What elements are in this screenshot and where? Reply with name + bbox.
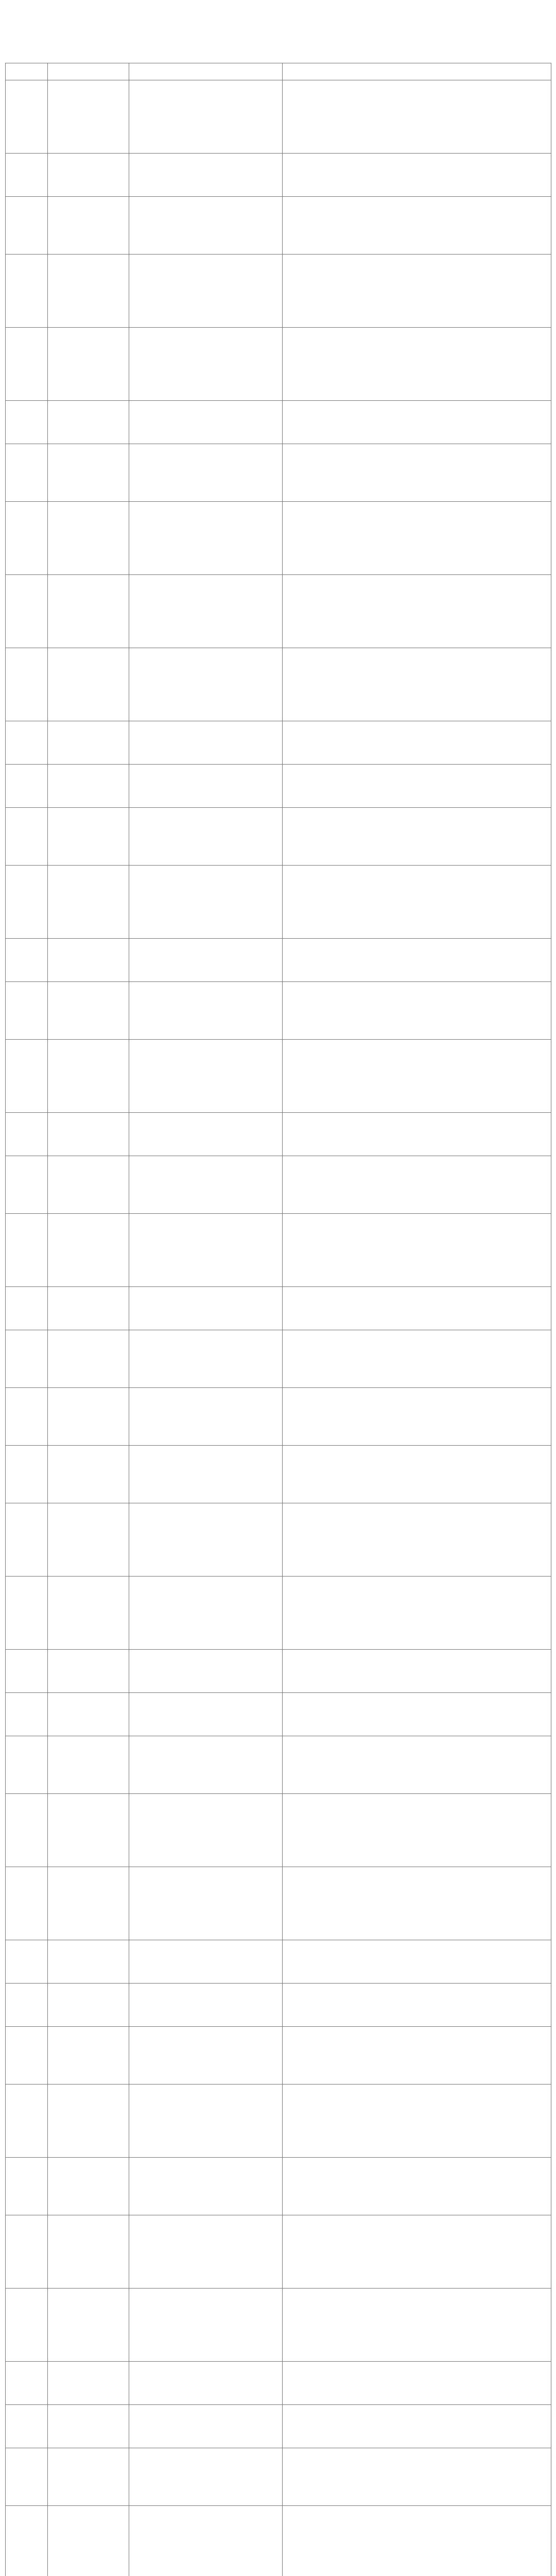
row-device-type	[48, 2448, 129, 2506]
row-serial	[6, 197, 48, 255]
row-violation-list	[283, 1388, 551, 1446]
row-violation-list	[283, 575, 551, 648]
row-serial	[6, 2448, 48, 2506]
row-violation-list	[283, 2027, 551, 2084]
table-row	[6, 1388, 551, 1446]
row-device-name	[129, 444, 283, 502]
row-device-type	[48, 1577, 129, 1650]
row-device-name	[129, 328, 283, 401]
row-device-type	[48, 1156, 129, 1214]
row-device-type	[48, 808, 129, 866]
row-device-type	[48, 765, 129, 808]
row-device-name	[129, 721, 283, 765]
row-device-type	[48, 939, 129, 982]
row-serial	[6, 721, 48, 765]
row-device-type	[48, 721, 129, 765]
row-device-name	[129, 866, 283, 939]
row-device-type	[48, 2027, 129, 2084]
row-violation-list	[283, 1446, 551, 1503]
header-device-name	[129, 63, 283, 80]
row-device-name	[129, 2158, 283, 2215]
table-row	[6, 1214, 551, 1287]
row-device-type	[48, 2158, 129, 2215]
row-violation-list	[283, 866, 551, 939]
table-row	[6, 648, 551, 721]
row-device-name	[129, 1984, 283, 2027]
row-device-type	[48, 1984, 129, 2027]
row-device-name	[129, 575, 283, 648]
row-violation-list	[283, 2158, 551, 2215]
row-violation-list	[283, 1287, 551, 1330]
row-violation-list	[283, 1503, 551, 1577]
table-row	[6, 255, 551, 328]
row-device-name	[129, 1693, 283, 1736]
row-serial	[6, 1867, 48, 1940]
row-violation-list	[283, 502, 551, 575]
row-device-type	[48, 1330, 129, 1388]
table-row	[6, 808, 551, 866]
row-device-name	[129, 1446, 283, 1503]
row-device-name	[129, 1650, 283, 1693]
row-device-type	[48, 1693, 129, 1736]
row-violation-list	[283, 2405, 551, 2448]
row-serial	[6, 575, 48, 648]
row-serial	[6, 1330, 48, 1388]
table-row	[6, 2158, 551, 2215]
row-violation-list	[283, 2289, 551, 2362]
row-violation-list	[283, 808, 551, 866]
row-violation-list	[283, 401, 551, 444]
table-row	[6, 2506, 551, 2576]
row-violation-list	[283, 1156, 551, 1214]
row-serial	[6, 1940, 48, 1984]
table-row	[6, 1287, 551, 1330]
row-violation-list	[283, 328, 551, 401]
table-row	[6, 2362, 551, 2405]
row-device-type	[48, 1940, 129, 1984]
row-serial	[6, 1113, 48, 1156]
row-device-name	[129, 197, 283, 255]
row-violation-list	[283, 1330, 551, 1388]
row-device-name	[129, 648, 283, 721]
row-serial	[6, 2405, 48, 2448]
table-row	[6, 982, 551, 1040]
row-device-type	[48, 648, 129, 721]
row-serial	[6, 2158, 48, 2215]
row-serial	[6, 1503, 48, 1577]
row-serial	[6, 1388, 48, 1446]
row-device-name	[129, 2506, 283, 2576]
row-device-name	[129, 1113, 283, 1156]
table-row	[6, 2448, 551, 2506]
row-violation-list	[283, 1040, 551, 1113]
row-serial	[6, 1693, 48, 1736]
table-row	[6, 328, 551, 401]
table-row	[6, 1984, 551, 2027]
row-device-name	[129, 765, 283, 808]
table-row	[6, 1156, 551, 1214]
row-violation-list	[283, 197, 551, 255]
table-row	[6, 401, 551, 444]
row-violation-list	[283, 2084, 551, 2158]
row-serial	[6, 1736, 48, 1794]
row-device-name	[129, 1940, 283, 1984]
row-serial	[6, 2362, 48, 2405]
table-row	[6, 1650, 551, 1693]
row-device-name	[129, 2362, 283, 2405]
row-serial	[6, 154, 48, 197]
row-serial	[6, 2506, 48, 2576]
table-row	[6, 721, 551, 765]
row-serial	[6, 648, 48, 721]
row-serial	[6, 1287, 48, 1330]
row-violation-list	[283, 2506, 551, 2576]
table-row	[6, 1867, 551, 1940]
row-device-name	[129, 2215, 283, 2289]
row-device-name	[129, 1214, 283, 1287]
row-violation-list	[283, 1984, 551, 2027]
row-device-name	[129, 255, 283, 328]
row-serial	[6, 1650, 48, 1693]
row-violation-list	[283, 1113, 551, 1156]
row-device-name	[129, 982, 283, 1040]
row-device-name	[129, 808, 283, 866]
row-violation-list	[283, 1867, 551, 1940]
table-row	[6, 502, 551, 575]
row-device-type	[48, 1388, 129, 1446]
table-row	[6, 1446, 551, 1503]
row-device-name	[129, 2289, 283, 2362]
row-serial	[6, 1794, 48, 1867]
table-row	[6, 154, 551, 197]
row-device-type	[48, 255, 129, 328]
table-row	[6, 2084, 551, 2158]
row-serial	[6, 1984, 48, 2027]
row-device-name	[129, 1867, 283, 1940]
row-device-type	[48, 982, 129, 1040]
row-device-name	[129, 1156, 283, 1214]
row-serial	[6, 808, 48, 866]
row-serial	[6, 401, 48, 444]
table-row	[6, 1940, 551, 1984]
row-serial	[6, 2215, 48, 2289]
row-device-name	[129, 80, 283, 154]
row-device-type	[48, 1446, 129, 1503]
row-device-type	[48, 1794, 129, 1867]
row-serial	[6, 1040, 48, 1113]
row-device-type	[48, 1650, 129, 1693]
row-violation-list	[283, 154, 551, 197]
table-row	[6, 197, 551, 255]
row-device-type	[48, 1736, 129, 1794]
row-device-name	[129, 1330, 283, 1388]
table-row	[6, 444, 551, 502]
row-violation-list	[283, 1693, 551, 1736]
row-violation-list	[283, 721, 551, 765]
table-row	[6, 1040, 551, 1113]
row-serial	[6, 502, 48, 575]
row-device-type	[48, 2506, 129, 2576]
row-serial	[6, 765, 48, 808]
row-device-type	[48, 401, 129, 444]
table-row	[6, 765, 551, 808]
header-violation	[283, 63, 551, 80]
table-row	[6, 2405, 551, 2448]
row-violation-list	[283, 444, 551, 502]
row-violation-list	[283, 1577, 551, 1650]
row-device-name	[129, 401, 283, 444]
table-row	[6, 1736, 551, 1794]
row-serial	[6, 1156, 48, 1214]
table-row	[6, 1113, 551, 1156]
row-violation-list	[283, 1794, 551, 1867]
header-serial	[6, 63, 48, 80]
row-serial	[6, 2289, 48, 2362]
row-device-type	[48, 197, 129, 255]
row-device-name	[129, 1040, 283, 1113]
row-device-type	[48, 2405, 129, 2448]
row-serial	[6, 1214, 48, 1287]
header-device-type	[48, 63, 129, 80]
row-device-type	[48, 866, 129, 939]
row-device-type	[48, 2289, 129, 2362]
row-violation-list	[283, 2362, 551, 2405]
row-violation-list	[283, 765, 551, 808]
row-violation-list	[283, 939, 551, 982]
table-row	[6, 575, 551, 648]
table-row	[6, 866, 551, 939]
row-device-type	[48, 2084, 129, 2158]
row-device-name	[129, 1736, 283, 1794]
row-device-name	[129, 2027, 283, 2084]
table-row	[6, 1577, 551, 1650]
row-device-name	[129, 1503, 283, 1577]
row-serial	[6, 2027, 48, 2084]
table-row	[6, 939, 551, 982]
row-serial	[6, 255, 48, 328]
row-serial	[6, 328, 48, 401]
row-serial	[6, 1577, 48, 1650]
row-device-type	[48, 502, 129, 575]
row-violation-list	[283, 2215, 551, 2289]
row-serial	[6, 866, 48, 939]
table-body	[6, 80, 551, 2576]
row-device-type	[48, 1503, 129, 1577]
row-device-type	[48, 80, 129, 154]
row-device-name	[129, 1388, 283, 1446]
row-device-name	[129, 2448, 283, 2506]
row-device-name	[129, 2084, 283, 2158]
row-device-name	[129, 1577, 283, 1650]
row-device-type	[48, 154, 129, 197]
table-row	[6, 1794, 551, 1867]
table-header-row	[6, 63, 551, 80]
row-serial	[6, 80, 48, 154]
row-serial	[6, 1446, 48, 1503]
row-device-type	[48, 444, 129, 502]
row-violation-list	[283, 1214, 551, 1287]
row-device-type	[48, 1287, 129, 1330]
row-violation-list	[283, 1650, 551, 1693]
row-device-name	[129, 154, 283, 197]
table-row	[6, 2027, 551, 2084]
row-device-name	[129, 1794, 283, 1867]
table-row	[6, 2289, 551, 2362]
row-device-name	[129, 502, 283, 575]
table-row	[6, 1330, 551, 1388]
row-serial	[6, 982, 48, 1040]
row-violation-list	[283, 1736, 551, 1794]
row-device-type	[48, 575, 129, 648]
row-device-name	[129, 1287, 283, 1330]
row-device-type	[48, 2362, 129, 2405]
row-serial	[6, 939, 48, 982]
row-violation-list	[283, 648, 551, 721]
violation-detail-table	[5, 63, 551, 2576]
row-device-type	[48, 1113, 129, 1156]
row-device-type	[48, 328, 129, 401]
row-device-name	[129, 939, 283, 982]
row-violation-list	[283, 982, 551, 1040]
row-violation-list	[283, 2448, 551, 2506]
row-serial	[6, 444, 48, 502]
table-row	[6, 1693, 551, 1736]
row-serial	[6, 2084, 48, 2158]
table-row	[6, 80, 551, 154]
row-violation-list	[283, 255, 551, 328]
row-device-type	[48, 1867, 129, 1940]
row-device-type	[48, 1040, 129, 1113]
row-device-type	[48, 1214, 129, 1287]
row-device-name	[129, 2405, 283, 2448]
row-device-type	[48, 2215, 129, 2289]
row-violation-list	[283, 80, 551, 154]
table-row	[6, 2215, 551, 2289]
row-violation-list	[283, 1940, 551, 1984]
table-row	[6, 1503, 551, 1577]
